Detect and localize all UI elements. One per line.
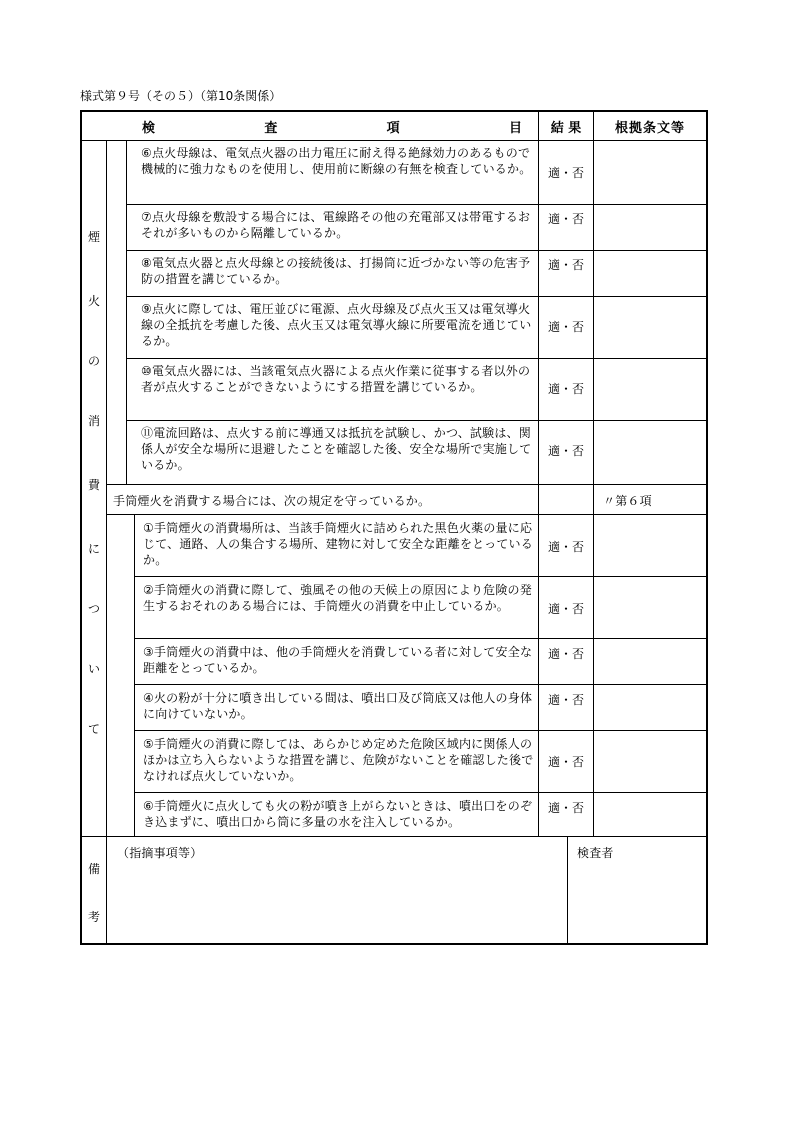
check-item-text: ②手筒煙火の消費に際して、強風その他の天候上の原因により危険の発生するおそれのある場合には、手筒煙火の消費を中止しているか。 bbox=[143, 583, 532, 613]
row-divider bbox=[126, 358, 706, 359]
row-divider bbox=[134, 684, 706, 685]
row-divider bbox=[106, 484, 706, 485]
check-item-result: 適・否 bbox=[547, 801, 584, 815]
row-divider bbox=[126, 204, 706, 205]
check-item-text: ④火の粉が十分に噴き出している間は、噴出口及び筒底又は他人の身体に向けていないか。 bbox=[143, 691, 533, 721]
section-title-char: つ bbox=[87, 602, 100, 616]
check-item-result: 適・否 bbox=[547, 444, 584, 458]
check-item-text: ⑦点火母線を敷設する場合には、電線路その他の充電部又は帯電するおそれが多いものから隔離しているか。 bbox=[141, 210, 531, 240]
form-number: 様式第９号（その５）（第10条関係） bbox=[80, 89, 282, 103]
remarks-note-label: （指摘事項等） bbox=[117, 846, 203, 860]
subgroup-line-b bbox=[134, 514, 135, 836]
row-divider bbox=[134, 576, 706, 577]
section-title-char: 消 bbox=[87, 414, 100, 428]
handheld-heading: 手筒煙火を消費する場合には、次の規定を守っているか。 bbox=[113, 494, 431, 508]
subgroup-line-a bbox=[126, 140, 127, 484]
result-header: 結 果 bbox=[550, 120, 582, 136]
remarks-column-line bbox=[106, 836, 107, 943]
check-item-result: 適・否 bbox=[547, 755, 584, 769]
check-item-result: 適・否 bbox=[547, 647, 584, 661]
check-item-text: ⑧電気点火器と点火母線との接続後は、打揚筒に近づかない等の危害予防の措置を講じているか。 bbox=[141, 256, 531, 286]
item-header bbox=[142, 112, 522, 140]
section-title-char: て bbox=[87, 722, 100, 736]
remarks-divider bbox=[82, 836, 706, 837]
handheld-basis: 〃第６項 bbox=[603, 494, 652, 508]
check-item-result: 適・否 bbox=[547, 540, 584, 554]
check-item-result: 適・否 bbox=[547, 212, 584, 226]
section-column-line bbox=[106, 140, 107, 836]
item-header-char: 検 bbox=[142, 120, 156, 136]
item-header-char: 項 bbox=[386, 120, 400, 136]
row-divider bbox=[126, 250, 706, 251]
check-item-text: ⑥手筒煙火に点火しても火の粉が噴き上がらないときは、噴出口をのぞき込まずに、噴出口から筒に多量の水を注入しているか。 bbox=[143, 799, 533, 829]
remarks-char: 考 bbox=[87, 910, 100, 924]
row-divider bbox=[134, 638, 706, 639]
basis-header: 根拠条文等 bbox=[614, 120, 685, 136]
section-title-char: い bbox=[87, 662, 100, 676]
item-header-char: 目 bbox=[508, 120, 522, 136]
basis-column-line bbox=[593, 112, 594, 836]
header-divider bbox=[82, 140, 706, 141]
check-item-result: 適・否 bbox=[547, 166, 584, 180]
row-divider bbox=[134, 730, 706, 731]
section-title-char: 費 bbox=[87, 478, 100, 492]
check-item-result: 適・否 bbox=[547, 320, 584, 334]
check-item-text: ⑨点火に際しては、電圧並びに電源、点火母線及び点火玉又は電気導火線の全抵抗を考慮した後、点火玉又は電気導火線に所要電流を通じているか。 bbox=[141, 302, 532, 348]
row-divider bbox=[126, 296, 706, 297]
remarks-char: 備 bbox=[87, 862, 100, 876]
check-item-result: 適・否 bbox=[547, 382, 584, 396]
check-item-text: ⑤手筒煙火の消費に際しては、あらかじめ定めた危険区域内に関係人のほかは立ち入らないような措置を講じ、危険がないことを確認した後でなければ点火していないか。 bbox=[143, 737, 534, 783]
item-header-char: 査 bbox=[264, 120, 278, 136]
section-title-char: 煙 bbox=[87, 230, 100, 244]
check-item-result: 適・否 bbox=[547, 258, 584, 272]
row-divider bbox=[106, 514, 706, 515]
check-item-text: ⑩電気点火器には、当該電気点火器による点火作業に従事する者以外の者が点火することができないようにする措置を講じているか。 bbox=[141, 364, 531, 394]
check-item-text: ⑥点火母線は、電気点火器の出力電圧に耐え得る絶縁効力のあるもので機械的に強力なものを使用し、使用前に断線の有無を検査しているか。 bbox=[141, 146, 532, 176]
inspection-sheet bbox=[80, 110, 708, 945]
section-title-char: に bbox=[87, 542, 100, 556]
check-item-text: ⑪電流回路は、点火する前に導通又は抵抗を試験し、かつ、試験は、関係人が安全な場所に退避したことを確認した後、安全な場所で実施しているか。 bbox=[141, 426, 532, 472]
check-item-result: 適・否 bbox=[547, 602, 584, 616]
row-divider bbox=[126, 420, 706, 421]
inspector-label: 検査者 bbox=[577, 846, 614, 860]
check-item-text: ③手筒煙火の消費中は、他の手筒煙火を消費している者に対して安全な距離をとっているか。 bbox=[143, 645, 533, 675]
row-divider bbox=[134, 792, 706, 793]
inspector-column-line bbox=[567, 836, 568, 943]
section-title-char: 火 bbox=[87, 294, 100, 308]
section-title-char: の bbox=[87, 354, 100, 368]
check-item-result: 適・否 bbox=[547, 693, 584, 707]
check-item-text: ①手筒煙火の消費場所は、当該手筒煙火に詰められた黒色火薬の量に応じて、通路、人の集合する場所、建物に対して安全な距離をとっているか。 bbox=[143, 521, 533, 567]
